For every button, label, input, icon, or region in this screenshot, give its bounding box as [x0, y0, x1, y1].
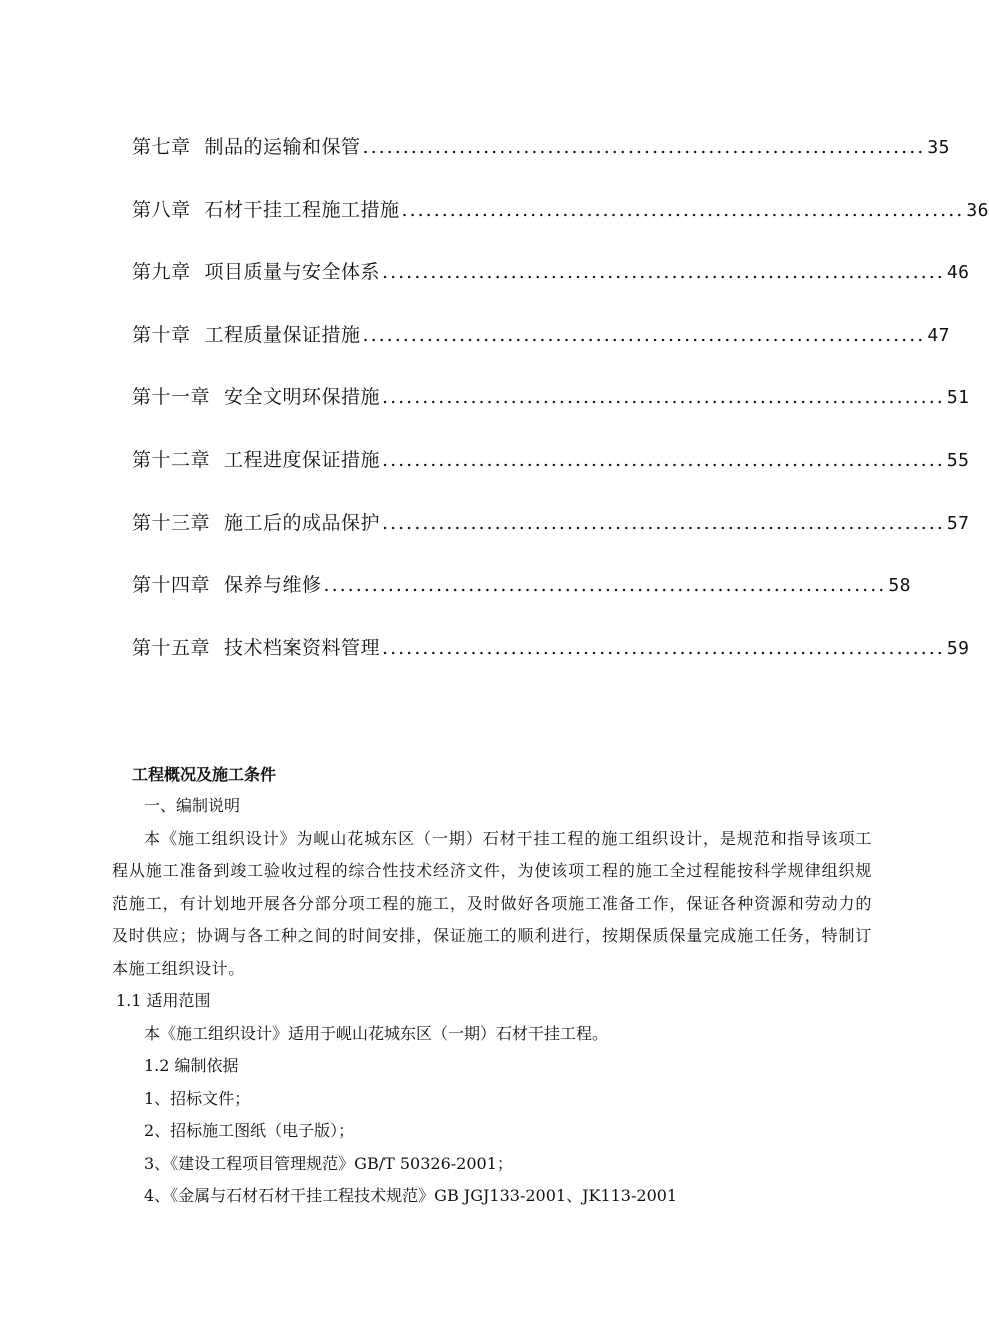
list-item: 2、招标施工图纸（电子版）； [144, 1121, 355, 1140]
toc-chapter-number: 第八章 [132, 198, 191, 221]
toc-page-number: 36 [966, 199, 989, 221]
toc-chapter-number: 第七章 [132, 136, 191, 158]
sub-heading: 一、编制说明 [144, 796, 241, 815]
toc-chapter-number: 第十五章 [132, 636, 211, 659]
toc-chapter-title: 技术档案资料管理 [224, 636, 381, 659]
basis-heading: 1.2 编制依据 [144, 1056, 239, 1075]
body-paragraph: 本《施工组织设计》为岘山花城东区（一期）石材干挂工程的施工组织设计，是规范和指导该项工程从施工准备到竣工验收过程的综合性技术经济文件，为使该项工程的施工全过程能按科学规律组织规范施工，有计划地开展各分部分项工程的施工，及时做好各项施工准备工作，保证各种资源和劳动力的及时供应；协调与各工种之间的时间安排，保证施工的顺利进行，按期保质保量完成施工任务，特制订本施工组织设计。 [112, 828, 872, 978]
toc-leader-dots: ...................................................................... [382, 448, 945, 471]
toc-chapter-title: 石材干挂工程施工措施 [204, 198, 400, 221]
list-item: 3、《建设工程项目管理规范》GB/T 50326-2001； [144, 1153, 513, 1173]
toc-leader-dots: ...................................................................... [382, 386, 945, 409]
toc-leader-dots: ...................................................................... [362, 323, 926, 346]
scope-heading: 1.1 适用范围 [116, 991, 211, 1010]
toc-entry[interactable] [132, 445, 970, 508]
toc-chapter-title: 安全文明环保措施 [224, 386, 381, 409]
toc-chapter-number: 第十章 [132, 323, 191, 346]
toc-leader-dots: ...................................................................... [382, 511, 945, 534]
toc-chapter-title: 制品的运输和保管 [204, 136, 361, 158]
toc-page-number: 58 [888, 575, 911, 597]
toc-chapter-title: 工程质量保证措施 [204, 323, 361, 346]
toc-leader-dots: ...................................................................... [382, 636, 945, 659]
toc-page-number: 35 [927, 137, 950, 158]
toc-entry[interactable] [132, 320, 950, 383]
toc-leader-dots: ...................................................................... [401, 198, 965, 221]
toc-chapter-number: 第十四章 [132, 574, 211, 597]
toc-page-number: 51 [946, 387, 970, 409]
toc-leader-dots: ...................................................................... [362, 136, 926, 158]
toc-entry[interactable] [132, 257, 970, 320]
scope-text: 本《施工组织设计》适用于岘山花城东区（一期）石材干挂工程。 [144, 1023, 609, 1043]
toc-page-number: 47 [927, 324, 950, 346]
toc-entry[interactable] [132, 195, 989, 258]
section-heading: 工程概况及施工条件 [132, 765, 277, 784]
list-item: 1、招标文件； [144, 1088, 251, 1108]
toc-page-number: 55 [946, 449, 970, 471]
toc-chapter-title: 保养与维修 [224, 574, 322, 597]
toc-chapter-title: 项目质量与安全体系 [204, 261, 381, 284]
toc-entry[interactable] [132, 132, 950, 195]
toc-leader-dots: ...................................................................... [382, 261, 945, 284]
toc-chapter-number: 第十三章 [132, 511, 211, 534]
toc-page-number: 57 [946, 512, 970, 534]
toc-chapter-number: 第十一章 [132, 386, 211, 409]
toc-leader-dots: ...................................................................... [323, 574, 887, 597]
toc-chapter-number: 第十二章 [132, 448, 211, 471]
toc-entry[interactable] [132, 508, 970, 571]
toc-chapter-number: 第九章 [132, 261, 191, 284]
document-body [112, 760, 872, 1213]
toc-entry[interactable] [132, 570, 911, 633]
toc-page-number: 46 [946, 262, 970, 284]
toc-page-number: 59 [946, 637, 970, 659]
toc-chapter-title: 施工后的成品保护 [224, 511, 381, 534]
toc-entry[interactable] [132, 633, 970, 696]
table-of-contents [132, 132, 989, 695]
toc-entry[interactable] [132, 382, 970, 445]
list-item: 4、《金属与石材石材干挂工程技术规范》GB JGJ133-2001、JK113-2001 [144, 1186, 678, 1205]
toc-chapter-title: 工程进度保证措施 [224, 448, 381, 471]
